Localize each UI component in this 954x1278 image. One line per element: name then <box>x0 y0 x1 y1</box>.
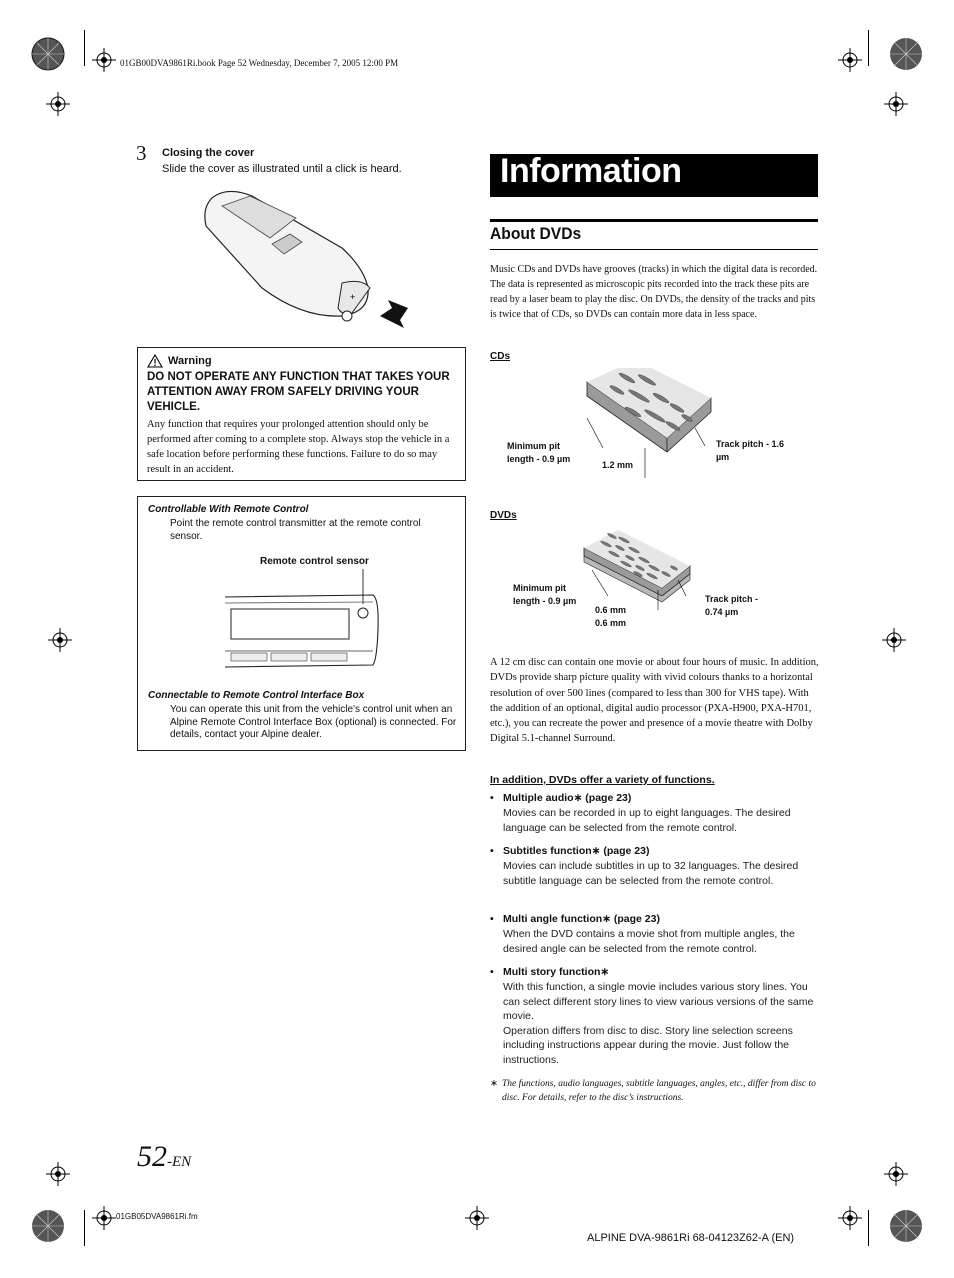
feature-title: Multiple audio∗ (page 23) <box>503 792 632 804</box>
cd-diagram-label: CDs <box>490 351 511 362</box>
page-number <box>137 1140 191 1174</box>
trim-line <box>84 1210 85 1246</box>
crosshair-mark-bottom-right-2 <box>884 1162 908 1186</box>
head-unit-illustration <box>223 569 383 669</box>
feature-description: Movies can be recorded in up to eight languages. The desired language can be selected from the remote control. <box>503 807 791 834</box>
feature-item: • Subtitles function∗ (page 23) Movies can include subtitles in up to 32 languages. The desired subtitle language can be selected from the remote control. <box>490 845 820 888</box>
crosshair-mark-right-middle <box>882 628 906 652</box>
section-subtitle: About DVDs <box>490 224 582 243</box>
functions-heading: In addition, DVDs offer a variety of functions. <box>490 774 715 786</box>
warning-bold-text: DO NOT OPERATE ANY FUNCTION THAT TAKES YOUR ATTENTION AWAY FROM SAFELY DRIVING YOUR VEHICLE. <box>147 371 450 413</box>
registration-mark-top-right-disc <box>888 36 924 72</box>
feature-item: • Multi angle function∗ (page 23) When the DVD contains a movie shot from multiple angles, the desired angle can be selected from the remote control. <box>490 913 820 956</box>
crosshair-mark-bottom-left-2 <box>92 1206 116 1230</box>
crosshair-mark-top-left-2 <box>46 92 70 116</box>
footnote <box>490 1077 820 1105</box>
trim-line <box>868 1210 869 1246</box>
crosshair-mark-left-middle <box>48 628 72 652</box>
remote-cover-illustration <box>192 188 412 333</box>
feature-description: When the DVD contains a movie shot from multiple angles, the desired angle can be selected from the remote control. <box>503 928 795 955</box>
footnote-text: The functions, audio languages, subtitle languages, angles, etc., differ from disc to disc. For details, refer to the disc’s instructions. <box>502 1079 816 1103</box>
remote-text-1: Point the remote control transmitter at the remote control sensor. <box>170 518 421 542</box>
dvd-diagram-label: DVDs <box>490 510 517 521</box>
remote-text-2: You can operate this unit from the vehicle's control unit when an Alpine Remote Control Interface Box (optional) is connected. For details, contact your Alpine dealer. <box>170 704 457 740</box>
step-text: Slide the cover as illustrated until a click is heard. <box>162 163 402 175</box>
crosshair-mark-bottom-right <box>838 1206 862 1230</box>
remote-control-box <box>137 496 466 751</box>
remote-sensor-label: Remote control sensor <box>260 556 369 567</box>
step-title: Closing the cover <box>162 147 255 159</box>
cd-thickness-label: 1.2 mm <box>602 460 634 470</box>
dvd-thickness-label-2: 0.6 mm <box>595 618 627 628</box>
cd-min-pit-label: Minimum pit length - 0.9 µm <box>507 441 571 464</box>
dvd-min-pit-label: Minimum pit length - 0.9 µm <box>513 583 577 606</box>
registration-mark-top-left-disc <box>30 36 66 72</box>
svg-text:+: + <box>350 292 356 302</box>
crosshair-mark-top-right <box>838 48 862 72</box>
remote-heading-1: Controllable With Remote Control <box>148 504 309 515</box>
feature-title: Subtitles function∗ (page 23) <box>503 845 650 857</box>
crosshair-mark-top-left <box>92 48 116 72</box>
warning-triangle-icon <box>147 354 163 368</box>
feature-item: • Multiple audio∗ (page 23) Movies can be recorded in up to eight languages. The desired language can be selected from the remote control. <box>490 792 820 835</box>
crosshair-mark-bottom-center <box>465 1206 489 1230</box>
registration-mark-bottom-right-disc <box>888 1208 924 1244</box>
feature-title: Multi story function∗ <box>503 966 610 978</box>
page-number-value: 52 <box>137 1140 167 1173</box>
crosshair-mark-top-right-2 <box>884 92 908 116</box>
subtitle-rule-top <box>490 219 818 222</box>
cd-track-pitch-label: Track pitch - 1.6 µm <box>716 439 785 462</box>
page-number-suffix: -EN <box>167 1154 192 1170</box>
section-title: Information <box>500 152 682 190</box>
model-line: ALPINE DVA-9861Ri 68-04123Z62-A (EN) <box>587 1232 795 1244</box>
feature-description: Movies can include subtitles in up to 32 languages. The desired subtitle language can be selected from the remote control. <box>503 860 799 887</box>
crosshair-mark-bottom-left <box>46 1162 70 1186</box>
dvd-track-pitch-label: Track pitch - 0.74 µm <box>705 594 759 617</box>
file-name-line: 01GB05DVA9861Ri.fm <box>116 1212 198 1221</box>
warning-box <box>137 347 466 481</box>
intro-paragraph: Music CDs and DVDs have grooves (tracks) in which the digital data is recorded. The data is represented as microscopic pits recorded into the track these pits are read by a laser beam to play the disc. On DVDs, the density of the tracks and pits is twice that of CDs, so DVDs can contain more data in less space. <box>490 264 818 320</box>
cd-pit-diagram <box>575 368 720 483</box>
feature-item: • Multi story function∗ With this function, a single movie includes various story lines. You can select different story lines to view various versions of the same movie. Operation differs from disc to disc. Story line selection screens including instructions appear during the movie. Just follow the instructions. <box>490 966 820 1068</box>
feature-title: Multi angle function∗ (page 23) <box>503 913 660 925</box>
step-number: 3 <box>136 141 147 165</box>
capacity-paragraph: A 12 cm disc can contain one movie or about four hours of music. In addition, DVDs provide sharp picture quality with vivid colours thanks to a horizontal resolution of over 500 lines (compared to less than 300 for VHS tape). With the addition of an optional, digital audio processor (PXA-H900, PXA-H701, etc.), you can recreate the power and presence of a movie theatre with Dolby Digital 5.1-channel Surround. <box>490 657 819 745</box>
subtitle-rule-bottom <box>490 249 818 250</box>
footnote-star: ∗ <box>490 1079 498 1089</box>
feature-description: With this function, a single movie includes various story lines. You can select different story lines to view various versions of the same movie. Operation differs from disc to disc. Story line selection screens including instructions appear during the movie. Just follow the instructions. <box>503 981 814 1066</box>
trim-line <box>84 30 85 66</box>
book-file-line: 01GB00DVA9861Ri.book Page 52 Wednesday, December 7, 2005 12:00 PM <box>120 58 399 68</box>
remote-heading-2: Connectable to Remote Control Interface Box <box>148 690 365 701</box>
warning-body-text: Any function that requires your prolonged attention should only be performed after coming to a complete stop. Always stop the vehicle in a safe location before performing these functions. Failure to do so may result in an accident. <box>147 419 450 475</box>
registration-mark-bottom-left-disc <box>30 1208 66 1244</box>
warning-heading-text: Warning <box>168 355 212 367</box>
trim-line <box>868 30 869 66</box>
warning-heading <box>147 354 456 368</box>
dvd-thickness-label-1: 0.6 mm <box>595 605 627 615</box>
